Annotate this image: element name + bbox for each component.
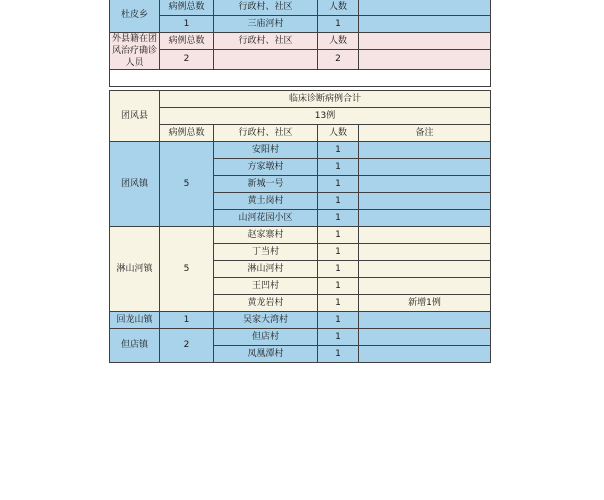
village-count: 1: [318, 244, 359, 261]
dupi-outside-table: [109, 0, 491, 87]
village-note: [359, 142, 491, 159]
dupi-count: 1: [318, 16, 359, 33]
outside-total: 2: [160, 50, 214, 70]
town-total: 5: [160, 227, 214, 312]
town-name-dupi: 杜皮乡: [110, 0, 160, 33]
village-count: 1: [318, 329, 359, 346]
village-count: 1: [318, 312, 359, 329]
village-name: 黄土岗村: [214, 193, 318, 210]
village-count: 1: [318, 261, 359, 278]
col-header-total: 病例总数: [160, 125, 214, 142]
village-name: 但店村: [214, 329, 318, 346]
village-note: [359, 210, 491, 227]
col-header-note: 备注: [359, 125, 491, 142]
table-row: [110, 329, 491, 346]
village-name: 黄龙岩村: [214, 295, 318, 312]
outside-village: [214, 50, 318, 70]
table-row: [110, 142, 491, 159]
village-count: 1: [318, 346, 359, 363]
spacer-row: [110, 70, 491, 87]
village-note: [359, 227, 491, 244]
village-name: 丁当村: [214, 244, 318, 261]
town-name: 团风镇: [110, 142, 160, 227]
summary-title: 临床诊断病例合计: [160, 91, 491, 108]
header-note-empty: [359, 0, 491, 16]
dupi-village: 三庙河村: [214, 16, 318, 33]
col-header-count: 人数: [318, 125, 359, 142]
town-total: 1: [160, 312, 214, 329]
header-total: 病例总数: [160, 0, 214, 16]
village-note: [359, 159, 491, 176]
village-name: 方家墩村: [214, 159, 318, 176]
village-count: 1: [318, 176, 359, 193]
summary-value: 13例: [160, 108, 491, 125]
village-name: 山河花园小区: [214, 210, 318, 227]
outside-header-count: 人数: [318, 33, 359, 50]
village-name: 凤凰潭村: [214, 346, 318, 363]
village-note: [359, 329, 491, 346]
village-name: 吴家大湾村: [214, 312, 318, 329]
town-total: 2: [160, 329, 214, 363]
village-note: 新增1例: [359, 295, 491, 312]
village-name: 新城一号: [214, 176, 318, 193]
village-name: 安阳村: [214, 142, 318, 159]
header-count: 人数: [318, 0, 359, 16]
village-note: [359, 278, 491, 295]
outside-count: 2: [318, 50, 359, 70]
village-note: [359, 261, 491, 278]
county-name: 团风县: [110, 91, 160, 142]
village-count: 1: [318, 278, 359, 295]
village-note: [359, 176, 491, 193]
village-count: 1: [318, 193, 359, 210]
dupi-total: 1: [160, 16, 214, 33]
table-row: [110, 312, 491, 329]
header-village: 行政村、社区: [214, 0, 318, 16]
outside-header-village: 行政村、社区: [214, 33, 318, 50]
village-name: 淋山河村: [214, 261, 318, 278]
outside-note: [359, 50, 491, 70]
town-total: 5: [160, 142, 214, 227]
table-row: [110, 227, 491, 244]
village-count: 1: [318, 142, 359, 159]
village-note: [359, 244, 491, 261]
outside-header-total: 病例总数: [160, 33, 214, 50]
dupi-note: [359, 16, 491, 33]
town-name: 回龙山镇: [110, 312, 160, 329]
village-note: [359, 193, 491, 210]
town-name: 淋山河镇: [110, 227, 160, 312]
town-name: 但店镇: [110, 329, 160, 363]
village-note: [359, 312, 491, 329]
village-note: [359, 346, 491, 363]
village-count: 1: [318, 159, 359, 176]
outside-header-note: [359, 33, 491, 50]
village-name: 王凹村: [214, 278, 318, 295]
village-count: 1: [318, 295, 359, 312]
village-count: 1: [318, 210, 359, 227]
village-name: 赵家寨村: [214, 227, 318, 244]
tuanfeng-table: [109, 90, 491, 363]
col-header-village: 行政村、社区: [214, 125, 318, 142]
outside-county-label: 外县籍在团风治疗确诊人员: [110, 33, 160, 70]
village-count: 1: [318, 227, 359, 244]
